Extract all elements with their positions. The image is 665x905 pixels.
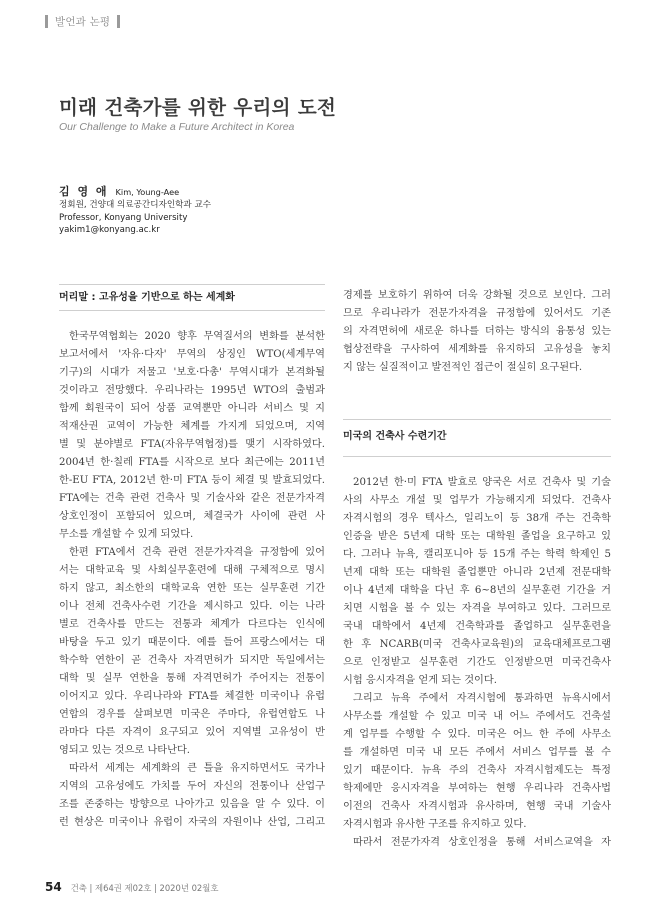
section1-paragraph-2: [59, 544, 325, 760]
author-block: [59, 186, 211, 237]
text-line: 자격시험의 경우 텍사스, 일리노이 등 38개 주는 건축학: [343, 513, 611, 524]
text-line: 별 및 분야별로 FTA(자유무역협정)를 맺기 시작하였다.: [59, 439, 325, 450]
section1-heading-rule-top: [59, 284, 325, 285]
text-line: 학수학 연한이 곧 건축사 자격면허가 되지만 독일에서는: [59, 655, 325, 666]
text-line: 시험 응시자격을 얻게 되는 것이다.: [343, 675, 497, 686]
text-line: 사의 사무소 개설 및 업무가 가능해지게 되었다. 건축사: [343, 495, 611, 506]
section2-paragraph-3: [343, 834, 611, 852]
text-line: 보고서에서 '자유·다자' 무역의 상징인 WTO(세계무역: [59, 349, 325, 360]
section-tag: [45, 14, 120, 28]
section1-continuation: [343, 287, 611, 377]
section1-heading: 머리말 : 고유성을 기반으로 하는 세계화: [59, 292, 235, 303]
article-subtitle: Our Challenge to Make a Future Architect in Korea: [59, 121, 295, 133]
text-line: 의 자격면허에 새로운 하나를 더하는 방식의 융통성 있는: [343, 326, 611, 337]
text-line: 기구)의 시대가 저물고 '보호·다총' 무역시대가 본격화될: [59, 367, 325, 378]
text-line: 함께 회원국이 되어 상품 교역뿐만 아니라 서비스 및 지: [59, 403, 325, 414]
text-line: 한 후 NCARB(미국 건축사교육원)의 교육대체프로그램: [343, 639, 611, 650]
author-name-en: Kim, Young-Aee: [115, 187, 180, 197]
spacer: [343, 457, 611, 474]
spacer: [59, 311, 325, 328]
section-label: 발언과 논평: [55, 15, 111, 28]
author-name-line: [59, 186, 211, 198]
section2-paragraph-2: [343, 690, 611, 834]
text-line: 런 현상은 미국이나 유럽이 자국의 자원이나 산업, 그리고: [59, 817, 325, 828]
spacer: [343, 377, 611, 419]
text-line: 이나 전체 건축사수련 기간을 제시하고 있다. 이는 나라: [59, 601, 325, 612]
tag-bar-right: [117, 15, 120, 28]
section2-heading: 미국의 건축사 수련기간: [343, 431, 447, 442]
text-line: 서는 대학교육 및 사회실무훈련에 대해 구체적으로 명시: [59, 565, 325, 576]
text-line: 상호인정이 포함되어 있으며, 체결국가 사이에 관련 사: [59, 511, 325, 522]
section2-heading-rule-top: [343, 419, 611, 420]
section1-paragraph-3: [59, 760, 325, 832]
journal-info: 건축 | 제64권 제02호 | 2020년 02월호: [70, 883, 219, 893]
tag-bar-left: [45, 15, 48, 28]
text-line: 따라서 전문가자격 상호인정을 통해 서비스교역을 자: [353, 837, 611, 848]
page-number: 54: [45, 880, 62, 894]
text-line: 자격시험과 유사한 구조를 유지하고 있다.: [343, 819, 527, 830]
text-line: 계 업무를 수행할 수 있다. 미국은 어느 한 주에 사무소: [343, 729, 611, 740]
text-line: 대학 및 실무 연한을 통해 자격면허가 주어지는 전통이: [59, 673, 325, 684]
text-line: 한-EU FTA, 2012년 한·미 FTA 등이 체결 및 발효되었다.: [59, 475, 325, 486]
text-line: 한편 FTA에서 건축 관련 전문가자격을 규정함에 있어: [69, 547, 325, 558]
text-line: 므로 우리나라가 전문가자격을 규정함에 있어서도 기존: [343, 308, 611, 319]
author-email[interactable]: yakim1@konyang.ac.kr: [59, 225, 160, 236]
text-line: 으로 인정받고 실무훈련 기간도 인정받으면 미국건축사: [343, 657, 611, 668]
text-line: 2012년 한·미 FTA 발효로 양국은 서로 건축사 및 기술: [353, 477, 611, 488]
text-line: 하지 않고, 최소한의 대학교육 연한 또는 실무훈련 기간: [59, 583, 325, 594]
text-line: 무소를 개설할 수 있게 되었다.: [59, 529, 194, 540]
text-line: 바탕을 두고 있기 때문이다. 예를 들어 프랑스에서는 대: [59, 637, 325, 648]
text-line: 학제에만 응시자격을 부여하는 현행 우리나라 건축사법: [343, 783, 611, 794]
text-line: 이전의 건축사 자격시험과 유사하며, 현행 국내 기술사: [343, 801, 611, 812]
page-footer: [45, 880, 218, 894]
text-line: 영되고 있는 것으로 나타난다.: [59, 745, 191, 756]
left-column: [59, 284, 325, 832]
text-line: 인증을 받은 5년제 대학 또는 대학원 졸업을 요구하고 있: [343, 531, 611, 542]
article-title: 미래 건축가를 위한 우리의 도전: [59, 96, 337, 119]
text-line: 라마다 다른 자격이 요구되고 있어 지역별 고유성이 반: [59, 727, 325, 738]
text-line: 것이라고 전망했다. 우리나라는 1995년 WTO의 출범과: [59, 385, 325, 396]
text-line: 있기 때문이다. 뉴욕 주의 건축사 자격시험제도는 특정: [343, 765, 611, 776]
text-line: 지역의 고유성에도 가치를 두어 자신의 전통이나 산업구: [59, 781, 325, 792]
section1-paragraph-1: [59, 328, 325, 544]
text-line: 적재산권 교역이 가능한 체계를 가지게 되었으며, 지역: [59, 421, 325, 432]
text-line: 연합의 경우를 살펴보면 미국은 주마다, 유럽연합도 나: [59, 709, 325, 720]
text-line: 를 개설하면 미국 내 모든 주에서 서비스 업무를 볼 수: [343, 747, 611, 758]
text-line: 사무소를 개설할 수 있고 미국 내 어느 주에서도 건축설: [343, 711, 611, 722]
text-line: 지 않는 실질적이고 발전적인 접근이 절실히 요구된다.: [343, 362, 583, 373]
text-line: 년제 대학 또는 대학원 졸업뿐만 아니라 2년제 전문대학: [343, 567, 611, 578]
text-line: 이나 4년제 대학을 다닌 후 6~8년의 실무훈련 기간을 거: [343, 585, 611, 596]
text-line: 국내 대학에서 4년제 건축학과를 졸업하고 실무훈련을: [343, 621, 611, 632]
right-column: [343, 287, 611, 852]
author-affiliation-en: Professor, Konyang University: [59, 212, 188, 223]
text-line: 이어지고 있다. 우리나라와 FTA를 체결한 미국이나 유럽: [59, 691, 325, 702]
text-line: 한국무역협회는 2020 향후 무역질서의 변화를 분석한: [69, 331, 325, 342]
section2-paragraph-1: [343, 474, 611, 690]
text-line: 치면 시험을 볼 수 있는 자격을 부여하고 있다. 그러므로: [343, 603, 611, 614]
text-line: 조를 존중하는 방향으로 나아가고 있음을 알 수 있다. 이: [59, 799, 325, 810]
text-line: 다. 그러나 뉴욕, 캘리포니아 등 15개 주는 학력 학제인 5: [343, 549, 611, 560]
text-line: 별로 건축사를 만드는 전통과 체계가 다르다는 인식에: [59, 619, 325, 630]
text-line: 그리고 뉴욕 주에서 자격시험에 통과하면 뉴욕시에서: [353, 693, 611, 704]
text-line: 경제를 보호하기 위하여 더욱 강화될 것으로 보인다. 그러: [343, 290, 611, 301]
text-line: FTA에는 건축 관련 건축사 및 기술사와 같은 전문가자격: [59, 493, 325, 504]
text-line: 2004년 한·칠레 FTA를 시작으로 보다 최근에는 2011년: [59, 457, 325, 468]
author-affiliation-ko: 정회원, 건양대 의료공간디자인학과 교수: [59, 200, 212, 211]
author-name-ko: 김 영 애: [59, 185, 109, 198]
text-line: 협상전략을 구사하여 세계화를 유지하되 고유성을 놓치: [343, 344, 611, 355]
text-line: 따라서 세계는 세계화의 큰 틀을 유지하면서도 국가나: [69, 763, 325, 774]
